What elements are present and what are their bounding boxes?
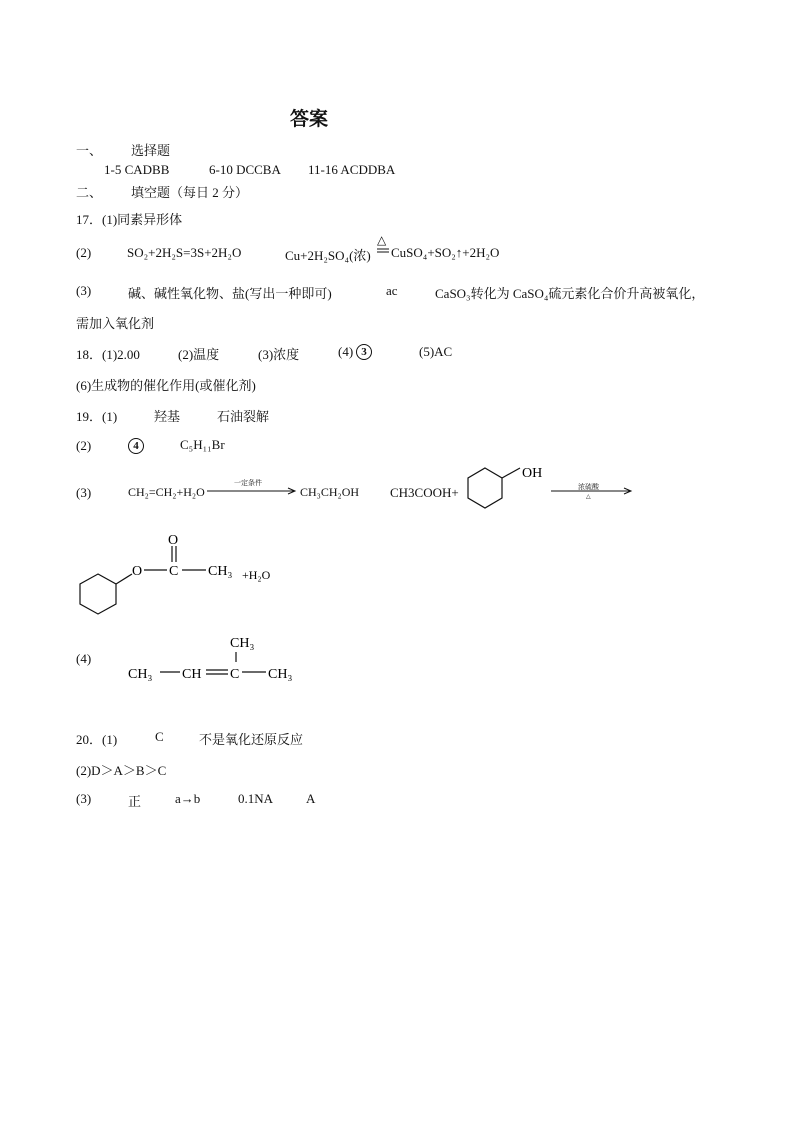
mc-answer-group: 1-5 CADBB <box>104 162 170 177</box>
reaction-arrow <box>550 487 634 495</box>
chain-group: CH <box>182 667 202 682</box>
q17-part3-answer-c: CaSO₃转化为 CaSO₄硫元素化合价升高被氧化， <box>435 286 705 301</box>
section-label: 选择题 <box>131 143 171 158</box>
reaction-arrow <box>206 487 298 495</box>
ester-oxygen-label: O <box>132 564 143 579</box>
q18-part1: 18．(1)2.00 <box>76 347 140 362</box>
q18-part2: (2)温度 <box>178 347 220 362</box>
q20-part2: (2)D＞A＞B＞C <box>76 763 167 778</box>
q19-part3-number: (3) <box>76 485 92 500</box>
q19-part2-number: (2) <box>76 438 92 453</box>
q17-part3-number: (3) <box>76 283 92 298</box>
branch-methyl-label: CH₃ <box>230 636 255 651</box>
q17-part3-answer-c-cont: 需加入氧化剂 <box>76 316 155 331</box>
q20-part3-number: (3) <box>76 791 92 806</box>
circled-number: 4 <box>128 438 144 454</box>
q17-equation1: SO₂+2H₂S=3S+2H₂O <box>127 245 242 260</box>
q17-part3-answer-b: ac <box>386 283 398 298</box>
chain-group: CH₃ <box>128 667 153 682</box>
q17-part1: 17．(1)同素异形体 <box>76 212 183 227</box>
q18-part4-number: (4) <box>338 344 354 359</box>
cyclohexanol-structure <box>462 460 552 522</box>
reaction-condition: 一定条件 <box>234 479 262 487</box>
q18-part3: (3)浓度 <box>258 347 300 362</box>
q19-part1-answer-b: 石油裂解 <box>217 409 270 424</box>
q20-part1: 20．(1) <box>76 732 118 747</box>
q17-part3-answer-a: 碱、碱性氧化物、盐(写出一种即可) <box>128 286 332 301</box>
mc-answer-group: 6-10 DCCBA <box>209 162 281 177</box>
q20-part3-answer-d: A <box>306 791 316 806</box>
reaction-condition: 浓硫酸 <box>578 483 599 491</box>
q19-eq1-left: CH₂=CH₂+H₂O <box>128 485 205 499</box>
q19-eq1-right: CH₃CH₂OH <box>300 485 360 499</box>
q19-eq2-left: CH3COOH+ <box>390 485 459 500</box>
q19-part1-answer-a: 羟基 <box>154 409 181 424</box>
q17-equation2-right: CuSO₄+SO₂↑+2H₂O <box>391 245 500 260</box>
q19-part1: 19．(1) <box>76 409 118 424</box>
q20-part3-answer-a: 正 <box>128 794 142 809</box>
page-title: 答案 <box>290 108 329 130</box>
circled-number: 3 <box>356 344 372 360</box>
section-number: 一、 <box>76 143 103 158</box>
heat-symbol: △ <box>586 494 591 500</box>
section-number: 二、 <box>76 185 103 200</box>
alkene-structure <box>122 630 312 688</box>
section-label: 填空题（每日 2 分） <box>131 185 249 200</box>
q17-part2-number: (2) <box>76 245 92 260</box>
heat-symbol: △ <box>377 233 387 247</box>
ester-structure <box>72 530 292 616</box>
carbonyl-oxygen-label: O <box>168 533 179 548</box>
chain-group: C <box>230 667 240 682</box>
q20-part3-answer-c: 0.1NA <box>238 791 274 806</box>
mc-answer-group: 11-16 ACDDBA <box>308 162 396 177</box>
q20-part3-answer-b: a→b <box>175 791 201 806</box>
hydroxyl-label: OH <box>522 466 543 481</box>
q19-part2-formula: C₅H₁₁Br <box>180 437 225 452</box>
q18-part6: (6)生成物的催化作用(或催化剂) <box>76 378 256 393</box>
q17-equation2-left: Cu+2H₂SO₄(浓) <box>285 248 371 263</box>
methyl-label: CH₃ <box>208 564 233 579</box>
q18-part5: (5)AC <box>419 344 453 359</box>
equals-arrow <box>376 247 390 255</box>
q19-part4-number: (4) <box>76 651 92 666</box>
q20-part1-answer-a: C <box>155 729 164 744</box>
carbonyl-carbon-label: C <box>169 564 179 579</box>
water-product: +H₂O <box>242 568 271 582</box>
q20-part1-answer-b: 不是氧化还原反应 <box>199 732 304 747</box>
chain-group: CH₃ <box>268 667 293 682</box>
